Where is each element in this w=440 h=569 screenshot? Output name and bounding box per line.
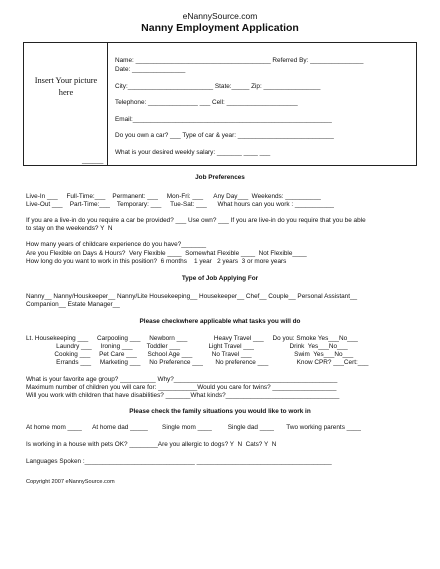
- tasks-row-3[interactable]: Cooking ___ Pet Care ___ School Age ___ No Travel ___ Swim Yes___No___: [26, 351, 354, 358]
- photo-bottom-line: ______: [82, 157, 104, 164]
- car-field[interactable]: Do you own a car? ___ Type of car & year: ___________________________: [115, 132, 334, 139]
- max-children-field[interactable]: Maximum number of children you will care for: ___________Would you care for twins? __________________: [26, 384, 337, 391]
- tasks-row-2[interactable]: Laundry ___ Ironing ___ Toddler ___ Light Travel ___ Drink Yes___No___: [26, 343, 348, 350]
- job-type-heading: Type of Job Applying For: [181, 275, 259, 282]
- tasks-row-4[interactable]: Errands ___ Marketing ___ No Preference ___ No preference ___ Know CPR? ___Cert:___: [26, 359, 369, 366]
- copyright: Copyright 2007 eNannySource.com: [26, 479, 115, 485]
- site-name: eNannySource.com: [182, 11, 258, 21]
- email-field[interactable]: Email:________________________________________________________: [115, 116, 332, 123]
- photo-placeholder[interactable]: [24, 43, 108, 165]
- tasks-heading: Please checkwhere applicable what tasks you will do: [139, 318, 301, 325]
- experience-field[interactable]: How many years of childcare experience do you have?_______: [26, 241, 207, 248]
- telephone-field[interactable]: Telephone: ______________ ___ Cell: ____________________: [115, 99, 298, 106]
- age-group-field[interactable]: What is your favorite age group? __________ Why?______________________________________________: [26, 376, 338, 383]
- job-preferences-row-1[interactable]: Live-In ___ Full-Time:___ Permanent: ___ Mon-Fri: ___ Any Day___ Weekends: __________: [26, 193, 321, 200]
- photo-placeholder-text: [24, 75, 108, 99]
- photo-text-line-1: Insert Your picture: [34, 76, 98, 85]
- job-type-row-1[interactable]: Nanny__ Nanny/Houskeeper__ Nanny/Lite Housekeeping__ Housekeeper__ Chef__ Couple__ Personal Assistant__: [26, 293, 358, 300]
- job-preferences-heading: Job Preferences: [195, 174, 245, 181]
- family-heading: Please check the family situations you would like to work in: [129, 408, 311, 415]
- pets-field[interactable]: Is working in a house with pets OK? ________Are you allergic to dogs? Y N Cats? Y N: [26, 441, 277, 448]
- disabilities-field[interactable]: Will you work with children that have disabilities? _______What kinds?________________________________: [26, 392, 340, 399]
- tasks-row-1[interactable]: Lt. Housekeeping ___ Carpooling ___ Newborn ___ Heavy Travel ___ Do you: Smoke Yes___No___: [26, 335, 358, 342]
- page-title: Nanny Employment Application: [141, 22, 299, 34]
- flexibility-field[interactable]: Are you Flexible on Days & Hours? Very Flexible ____ Somewhat Flexible ____ Not Flexible____: [26, 250, 307, 257]
- job-type-row-2[interactable]: Companion__ Estate Manager__: [26, 301, 120, 308]
- family-situations-row[interactable]: At home mom ____ At home dad _____ Single mom ____ Single dad ____ Two working parents ____: [26, 424, 361, 431]
- photo-text-line-2: here: [58, 88, 74, 97]
- salary-field[interactable]: What is your desired weekly salary: _______ ____ ___: [115, 149, 271, 156]
- date-field[interactable]: Date: _______________: [115, 66, 186, 73]
- car-question-line-2[interactable]: to stay on the weekends? Y N: [26, 225, 113, 232]
- job-preferences-row-2[interactable]: Live-Out ___ Part-Time:___ Temporary: ___ Tue-Sat: ___ What hours can you work : ___________: [26, 201, 334, 208]
- name-field[interactable]: Name: ______________________________________ Referred By: _______________: [115, 57, 364, 64]
- duration-field[interactable]: How long do you want to work in this position? 6 months 1 year 2 years 3 or more years: [26, 258, 287, 265]
- languages-field[interactable]: Languages Spoken :_______________________________ ______________________________________: [26, 458, 332, 465]
- city-state-zip-field[interactable]: City:________________________ State:_____ Zip: ________________: [115, 83, 321, 90]
- car-question-line-1[interactable]: If you are a live-in do you require a car be provided? ___ Use own? ___ If you are live-in do you require that you be able: [26, 217, 366, 224]
